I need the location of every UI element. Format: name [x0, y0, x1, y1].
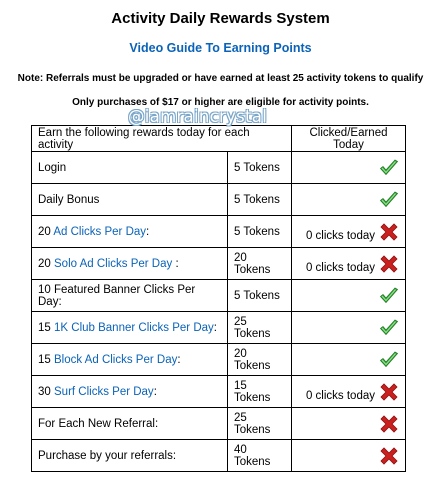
activity-link[interactable]: 1K Club Banner Clicks Per Day	[54, 321, 214, 334]
activity-prefix: 20	[38, 257, 54, 270]
clicks-today-text: 0 clicks today	[305, 261, 375, 274]
activity-label: Purchase by your referrals:	[38, 449, 177, 462]
activity-cell	[32, 440, 228, 472]
checkmark-icon	[379, 318, 399, 338]
reward-cell: 25 Tokens	[228, 312, 292, 344]
activity-label: :	[153, 385, 157, 398]
status-wrap	[298, 414, 399, 434]
clicks-today-text: 0 clicks today	[305, 389, 375, 402]
activity-cell	[32, 376, 228, 408]
activity-cell	[32, 248, 228, 280]
reward-cell: 15 Tokens	[228, 376, 292, 408]
status-cell	[292, 152, 406, 184]
status-wrap	[298, 286, 399, 306]
table-row	[32, 248, 406, 280]
status-wrap	[298, 318, 399, 338]
reward-cell: 5 Tokens	[228, 280, 292, 312]
status-wrap	[298, 446, 399, 466]
status-cell	[292, 216, 406, 248]
status-wrap	[298, 254, 399, 274]
table-header-row	[32, 126, 406, 152]
reward-cell: 20 Tokens	[228, 248, 292, 280]
activity-label: :	[213, 321, 217, 334]
status-wrap	[298, 222, 399, 242]
activity-prefix: 20	[38, 225, 54, 238]
reward-cell: 5 Tokens	[228, 216, 292, 248]
page-title: Activity Daily Rewards System	[111, 10, 330, 27]
activity-label: :	[146, 225, 150, 238]
purchase-note: Only purchases of $17 or higher are eligible for activity points.	[72, 97, 369, 108]
cross-icon	[379, 446, 399, 466]
table-row	[32, 312, 406, 344]
checkmark-icon	[379, 158, 399, 178]
video-guide-link[interactable]: Video Guide To Earning Points	[129, 41, 312, 55]
activity-cell	[32, 280, 228, 312]
activity-link[interactable]: Surf Clicks Per Day	[54, 385, 154, 398]
activity-prefix: 30	[38, 385, 54, 398]
activity-label: Daily Bonus	[38, 193, 100, 206]
cross-icon	[379, 414, 399, 434]
checkmark-icon	[379, 190, 399, 210]
activity-link[interactable]: Solo Ad Clicks Per Day	[54, 257, 173, 270]
status-cell	[292, 408, 406, 440]
activity-column-header: Earn the following rewards today for each activity	[32, 126, 292, 152]
table-row	[32, 152, 406, 184]
status-cell	[292, 184, 406, 216]
table-row	[32, 184, 406, 216]
activity-label: For Each New Referral:	[38, 417, 159, 430]
status-cell	[292, 280, 406, 312]
activity-label: Login	[38, 161, 67, 174]
table-row	[32, 376, 406, 408]
status-cell	[292, 344, 406, 376]
activity-prefix: 15	[38, 321, 54, 334]
status-wrap	[298, 382, 399, 402]
activity-cell	[32, 216, 228, 248]
activity-cell	[32, 312, 228, 344]
checkmark-icon	[379, 286, 399, 306]
activity-label: 10 Featured Banner Clicks Per Day:	[38, 283, 196, 308]
watermark: @iamraincrystal	[128, 107, 268, 126]
cross-icon	[379, 254, 399, 274]
activity-cell	[32, 408, 228, 440]
status-cell	[292, 376, 406, 408]
activity-link[interactable]: Ad Clicks Per Day	[53, 225, 147, 238]
reward-cell: 25 Tokens	[228, 408, 292, 440]
table-row	[32, 408, 406, 440]
status-cell	[292, 440, 406, 472]
table-row	[32, 440, 406, 472]
activity-prefix: 15	[38, 353, 54, 366]
activity-label: :	[172, 257, 179, 270]
status-cell	[292, 248, 406, 280]
table-row	[32, 216, 406, 248]
status-wrap	[298, 190, 399, 210]
status-column-header: Clicked/Earned Today	[292, 126, 406, 152]
status-wrap	[298, 158, 399, 178]
cross-icon	[379, 382, 399, 402]
clicks-today-text: 0 clicks today	[305, 229, 375, 242]
status-cell	[292, 312, 406, 344]
status-wrap	[298, 350, 399, 370]
reward-cell: 5 Tokens	[228, 152, 292, 184]
activity-link[interactable]: Block Ad Clicks Per Day	[54, 353, 178, 366]
table-row	[32, 280, 406, 312]
activity-label: :	[177, 353, 181, 366]
table-row	[32, 344, 406, 376]
activity-cell	[32, 184, 228, 216]
reward-cell: 5 Tokens	[228, 184, 292, 216]
referral-note: Note: Referrals must be upgraded or have earned at least 25 activity tokens to qualify	[17, 73, 424, 84]
activity-cell	[32, 344, 228, 376]
cross-icon	[379, 222, 399, 242]
reward-cell: 20 Tokens	[228, 344, 292, 376]
reward-cell: 40 Tokens	[228, 440, 292, 472]
activity-cell	[32, 152, 228, 184]
checkmark-icon	[379, 350, 399, 370]
rewards-table	[31, 125, 406, 472]
